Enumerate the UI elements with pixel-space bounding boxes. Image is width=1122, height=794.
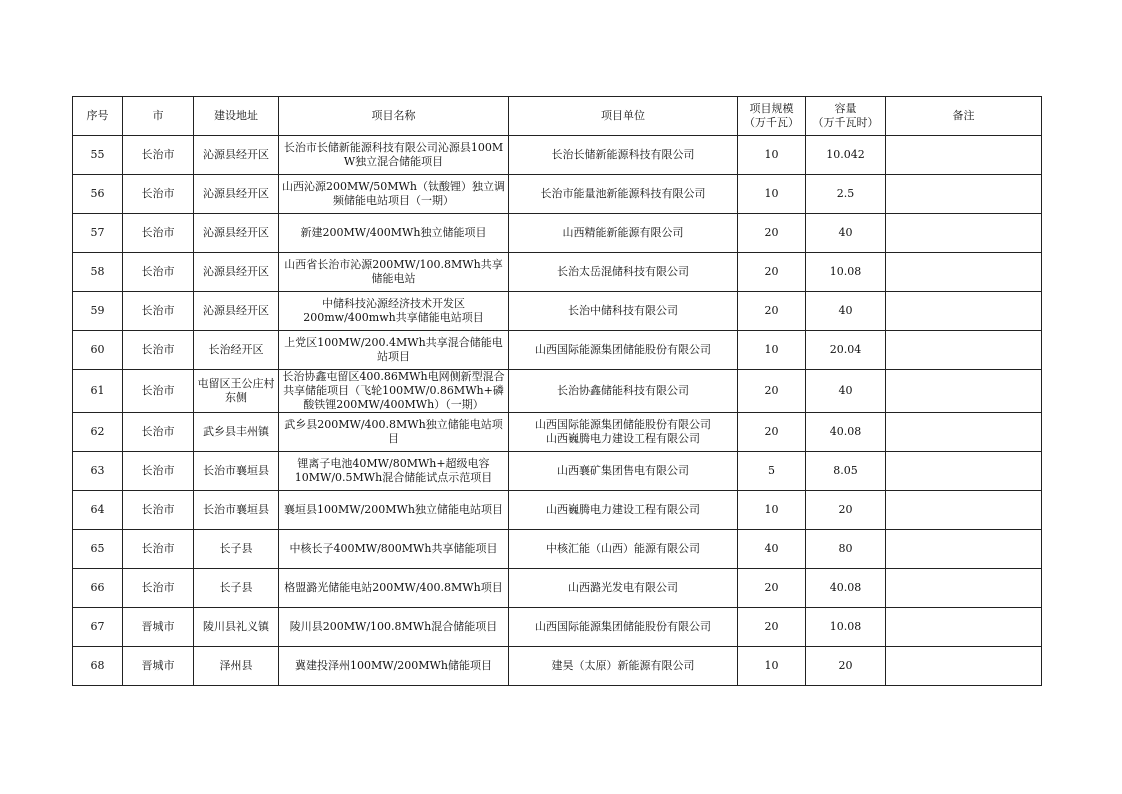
cell-capacity: 20.04 bbox=[806, 331, 886, 370]
cell-address: 沁源县经开区 bbox=[194, 214, 279, 253]
cell-capacity: 40 bbox=[806, 370, 886, 413]
cell-note bbox=[886, 292, 1042, 331]
cell-city: 长治市 bbox=[123, 370, 194, 413]
header-note: 备注 bbox=[886, 97, 1042, 136]
cell-project-unit: 山西国际能源集团储能股份有限公司 bbox=[509, 331, 738, 370]
cell-note bbox=[886, 413, 1042, 452]
cell-project-name: 上党区100MW/200.4MWh共享混合储能电站项目 bbox=[279, 331, 509, 370]
cell-no: 61 bbox=[73, 370, 123, 413]
header-no: 序号 bbox=[73, 97, 123, 136]
cell-address: 长治市襄垣县 bbox=[194, 491, 279, 530]
cell-project-name: 新建200MW/400MWh独立储能项目 bbox=[279, 214, 509, 253]
cell-scale: 20 bbox=[738, 214, 806, 253]
cell-address: 沁源县经开区 bbox=[194, 136, 279, 175]
cell-capacity: 10.08 bbox=[806, 253, 886, 292]
cell-city: 长治市 bbox=[123, 569, 194, 608]
cell-city: 晋城市 bbox=[123, 647, 194, 686]
cell-no: 62 bbox=[73, 413, 123, 452]
cell-project-name: 格盟潞光储能电站200MW/400.8MWh项目 bbox=[279, 569, 509, 608]
cell-note bbox=[886, 370, 1042, 413]
header-project-unit: 项目单位 bbox=[509, 97, 738, 136]
table-row bbox=[73, 214, 1042, 253]
cell-address: 屯留区王公庄村东侧 bbox=[194, 370, 279, 413]
cell-project-unit: 山西国际能源集团储能股份有限公司 山西巍腾电力建设工程有限公司 bbox=[509, 413, 738, 452]
cell-capacity: 10.042 bbox=[806, 136, 886, 175]
cell-city: 长治市 bbox=[123, 136, 194, 175]
cell-project-name: 陵川县200MW/100.8MWh混合储能项目 bbox=[279, 608, 509, 647]
cell-no: 63 bbox=[73, 452, 123, 491]
table-row bbox=[73, 413, 1042, 452]
header-address: 建设地址 bbox=[194, 97, 279, 136]
cell-address: 沁源县经开区 bbox=[194, 292, 279, 331]
cell-no: 56 bbox=[73, 175, 123, 214]
cell-note bbox=[886, 452, 1042, 491]
header-row bbox=[73, 97, 1042, 136]
cell-scale: 20 bbox=[738, 413, 806, 452]
cell-scale: 10 bbox=[738, 331, 806, 370]
cell-no: 57 bbox=[73, 214, 123, 253]
cell-project-name: 襄垣县100MW/200MWh独立储能电站项目 bbox=[279, 491, 509, 530]
cell-no: 60 bbox=[73, 331, 123, 370]
cell-scale: 20 bbox=[738, 608, 806, 647]
cell-note bbox=[886, 608, 1042, 647]
table-row bbox=[73, 331, 1042, 370]
cell-capacity: 40.08 bbox=[806, 413, 886, 452]
cell-address: 武乡县丰州镇 bbox=[194, 413, 279, 452]
cell-address: 沁源县经开区 bbox=[194, 175, 279, 214]
header-capacity: 容量 （万千瓦时） bbox=[806, 97, 886, 136]
cell-city: 长治市 bbox=[123, 175, 194, 214]
cell-address: 长治市襄垣县 bbox=[194, 452, 279, 491]
cell-project-name: 中储科技沁源经济技术开发区 200mw/400mwh共享储能电站项目 bbox=[279, 292, 509, 331]
table-row bbox=[73, 569, 1042, 608]
cell-capacity: 8.05 bbox=[806, 452, 886, 491]
cell-scale: 10 bbox=[738, 175, 806, 214]
cell-scale: 10 bbox=[738, 136, 806, 175]
cell-project-unit: 山西潞光发电有限公司 bbox=[509, 569, 738, 608]
cell-project-name: 武乡县200MW/400.8MWh独立储能电站项目 bbox=[279, 413, 509, 452]
cell-project-unit: 山西国际能源集团储能股份有限公司 bbox=[509, 608, 738, 647]
cell-project-name: 锂离子电池40MW/80MWh+超级电容 10MW/0.5MWh混合储能试点示范项目 bbox=[279, 452, 509, 491]
cell-city: 长治市 bbox=[123, 413, 194, 452]
table-row bbox=[73, 292, 1042, 331]
cell-city: 长治市 bbox=[123, 530, 194, 569]
cell-project-name: 长治市长储新能源科技有限公司沁源县100MW独立混合储能项目 bbox=[279, 136, 509, 175]
cell-project-unit: 长治中储科技有限公司 bbox=[509, 292, 738, 331]
cell-capacity: 40.08 bbox=[806, 569, 886, 608]
table-row bbox=[73, 647, 1042, 686]
table-row bbox=[73, 253, 1042, 292]
cell-no: 55 bbox=[73, 136, 123, 175]
cell-no: 68 bbox=[73, 647, 123, 686]
table-row bbox=[73, 136, 1042, 175]
cell-scale: 20 bbox=[738, 253, 806, 292]
table-row bbox=[73, 530, 1042, 569]
cell-project-unit: 中核汇能（山西）能源有限公司 bbox=[509, 530, 738, 569]
cell-no: 67 bbox=[73, 608, 123, 647]
cell-project-unit: 山西襄矿集团售电有限公司 bbox=[509, 452, 738, 491]
cell-project-unit: 建昊（太原）新能源有限公司 bbox=[509, 647, 738, 686]
cell-no: 64 bbox=[73, 491, 123, 530]
cell-city: 长治市 bbox=[123, 491, 194, 530]
cell-project-name: 冀建投泽州100MW/200MWh储能项目 bbox=[279, 647, 509, 686]
cell-scale: 10 bbox=[738, 491, 806, 530]
header-project-name: 项目名称 bbox=[279, 97, 509, 136]
cell-note bbox=[886, 530, 1042, 569]
table-row bbox=[73, 608, 1042, 647]
cell-project-name: 长治协鑫屯留区400.86MWh电网侧新型混合共享储能项目（飞轮100MW/0.86MWh+磷酸铁锂200MW/400MWh）（一期） bbox=[279, 370, 509, 413]
cell-no: 59 bbox=[73, 292, 123, 331]
cell-no: 58 bbox=[73, 253, 123, 292]
cell-project-unit: 长治协鑫储能科技有限公司 bbox=[509, 370, 738, 413]
header-city: 市 bbox=[123, 97, 194, 136]
table-body bbox=[73, 136, 1042, 686]
cell-project-unit: 长治市能量池新能源科技有限公司 bbox=[509, 175, 738, 214]
cell-scale: 5 bbox=[738, 452, 806, 491]
cell-note bbox=[886, 253, 1042, 292]
cell-city: 长治市 bbox=[123, 331, 194, 370]
cell-address: 泽州县 bbox=[194, 647, 279, 686]
cell-capacity: 20 bbox=[806, 491, 886, 530]
project-table bbox=[72, 96, 1042, 686]
cell-scale: 10 bbox=[738, 647, 806, 686]
cell-capacity: 80 bbox=[806, 530, 886, 569]
cell-city: 长治市 bbox=[123, 292, 194, 331]
cell-address: 长治经开区 bbox=[194, 331, 279, 370]
cell-scale: 40 bbox=[738, 530, 806, 569]
cell-note bbox=[886, 331, 1042, 370]
cell-address: 沁源县经开区 bbox=[194, 253, 279, 292]
cell-city: 晋城市 bbox=[123, 608, 194, 647]
cell-note bbox=[886, 491, 1042, 530]
cell-project-name: 山西沁源200MW/50MWh（钛酸锂）独立调频储能电站项目（一期） bbox=[279, 175, 509, 214]
cell-note bbox=[886, 136, 1042, 175]
cell-address: 长子县 bbox=[194, 569, 279, 608]
cell-note bbox=[886, 214, 1042, 253]
cell-no: 66 bbox=[73, 569, 123, 608]
cell-scale: 20 bbox=[738, 292, 806, 331]
cell-note bbox=[886, 175, 1042, 214]
cell-capacity: 2.5 bbox=[806, 175, 886, 214]
cell-project-unit: 山西精能新能源有限公司 bbox=[509, 214, 738, 253]
cell-address: 长子县 bbox=[194, 530, 279, 569]
cell-capacity: 40 bbox=[806, 214, 886, 253]
cell-project-unit: 长治太岳混储科技有限公司 bbox=[509, 253, 738, 292]
header-scale: 项目规模 （万千瓦） bbox=[738, 97, 806, 136]
cell-project-name: 山西省长治市沁源200MW/100.8MWh共享储能电站 bbox=[279, 253, 509, 292]
cell-city: 长治市 bbox=[123, 253, 194, 292]
table-row bbox=[73, 175, 1042, 214]
cell-note bbox=[886, 647, 1042, 686]
cell-city: 长治市 bbox=[123, 214, 194, 253]
cell-note bbox=[886, 569, 1042, 608]
table-row bbox=[73, 491, 1042, 530]
cell-scale: 20 bbox=[738, 370, 806, 413]
cell-address: 陵川县礼义镇 bbox=[194, 608, 279, 647]
cell-project-name: 中核长子400MW/800MWh共享储能项目 bbox=[279, 530, 509, 569]
cell-project-unit: 长治长储新能源科技有限公司 bbox=[509, 136, 738, 175]
table-row bbox=[73, 370, 1042, 413]
table-row bbox=[73, 452, 1042, 491]
cell-capacity: 40 bbox=[806, 292, 886, 331]
cell-project-unit: 山西巍腾电力建设工程有限公司 bbox=[509, 491, 738, 530]
cell-capacity: 20 bbox=[806, 647, 886, 686]
cell-no: 65 bbox=[73, 530, 123, 569]
cell-city: 长治市 bbox=[123, 452, 194, 491]
cell-scale: 20 bbox=[738, 569, 806, 608]
cell-capacity: 10.08 bbox=[806, 608, 886, 647]
